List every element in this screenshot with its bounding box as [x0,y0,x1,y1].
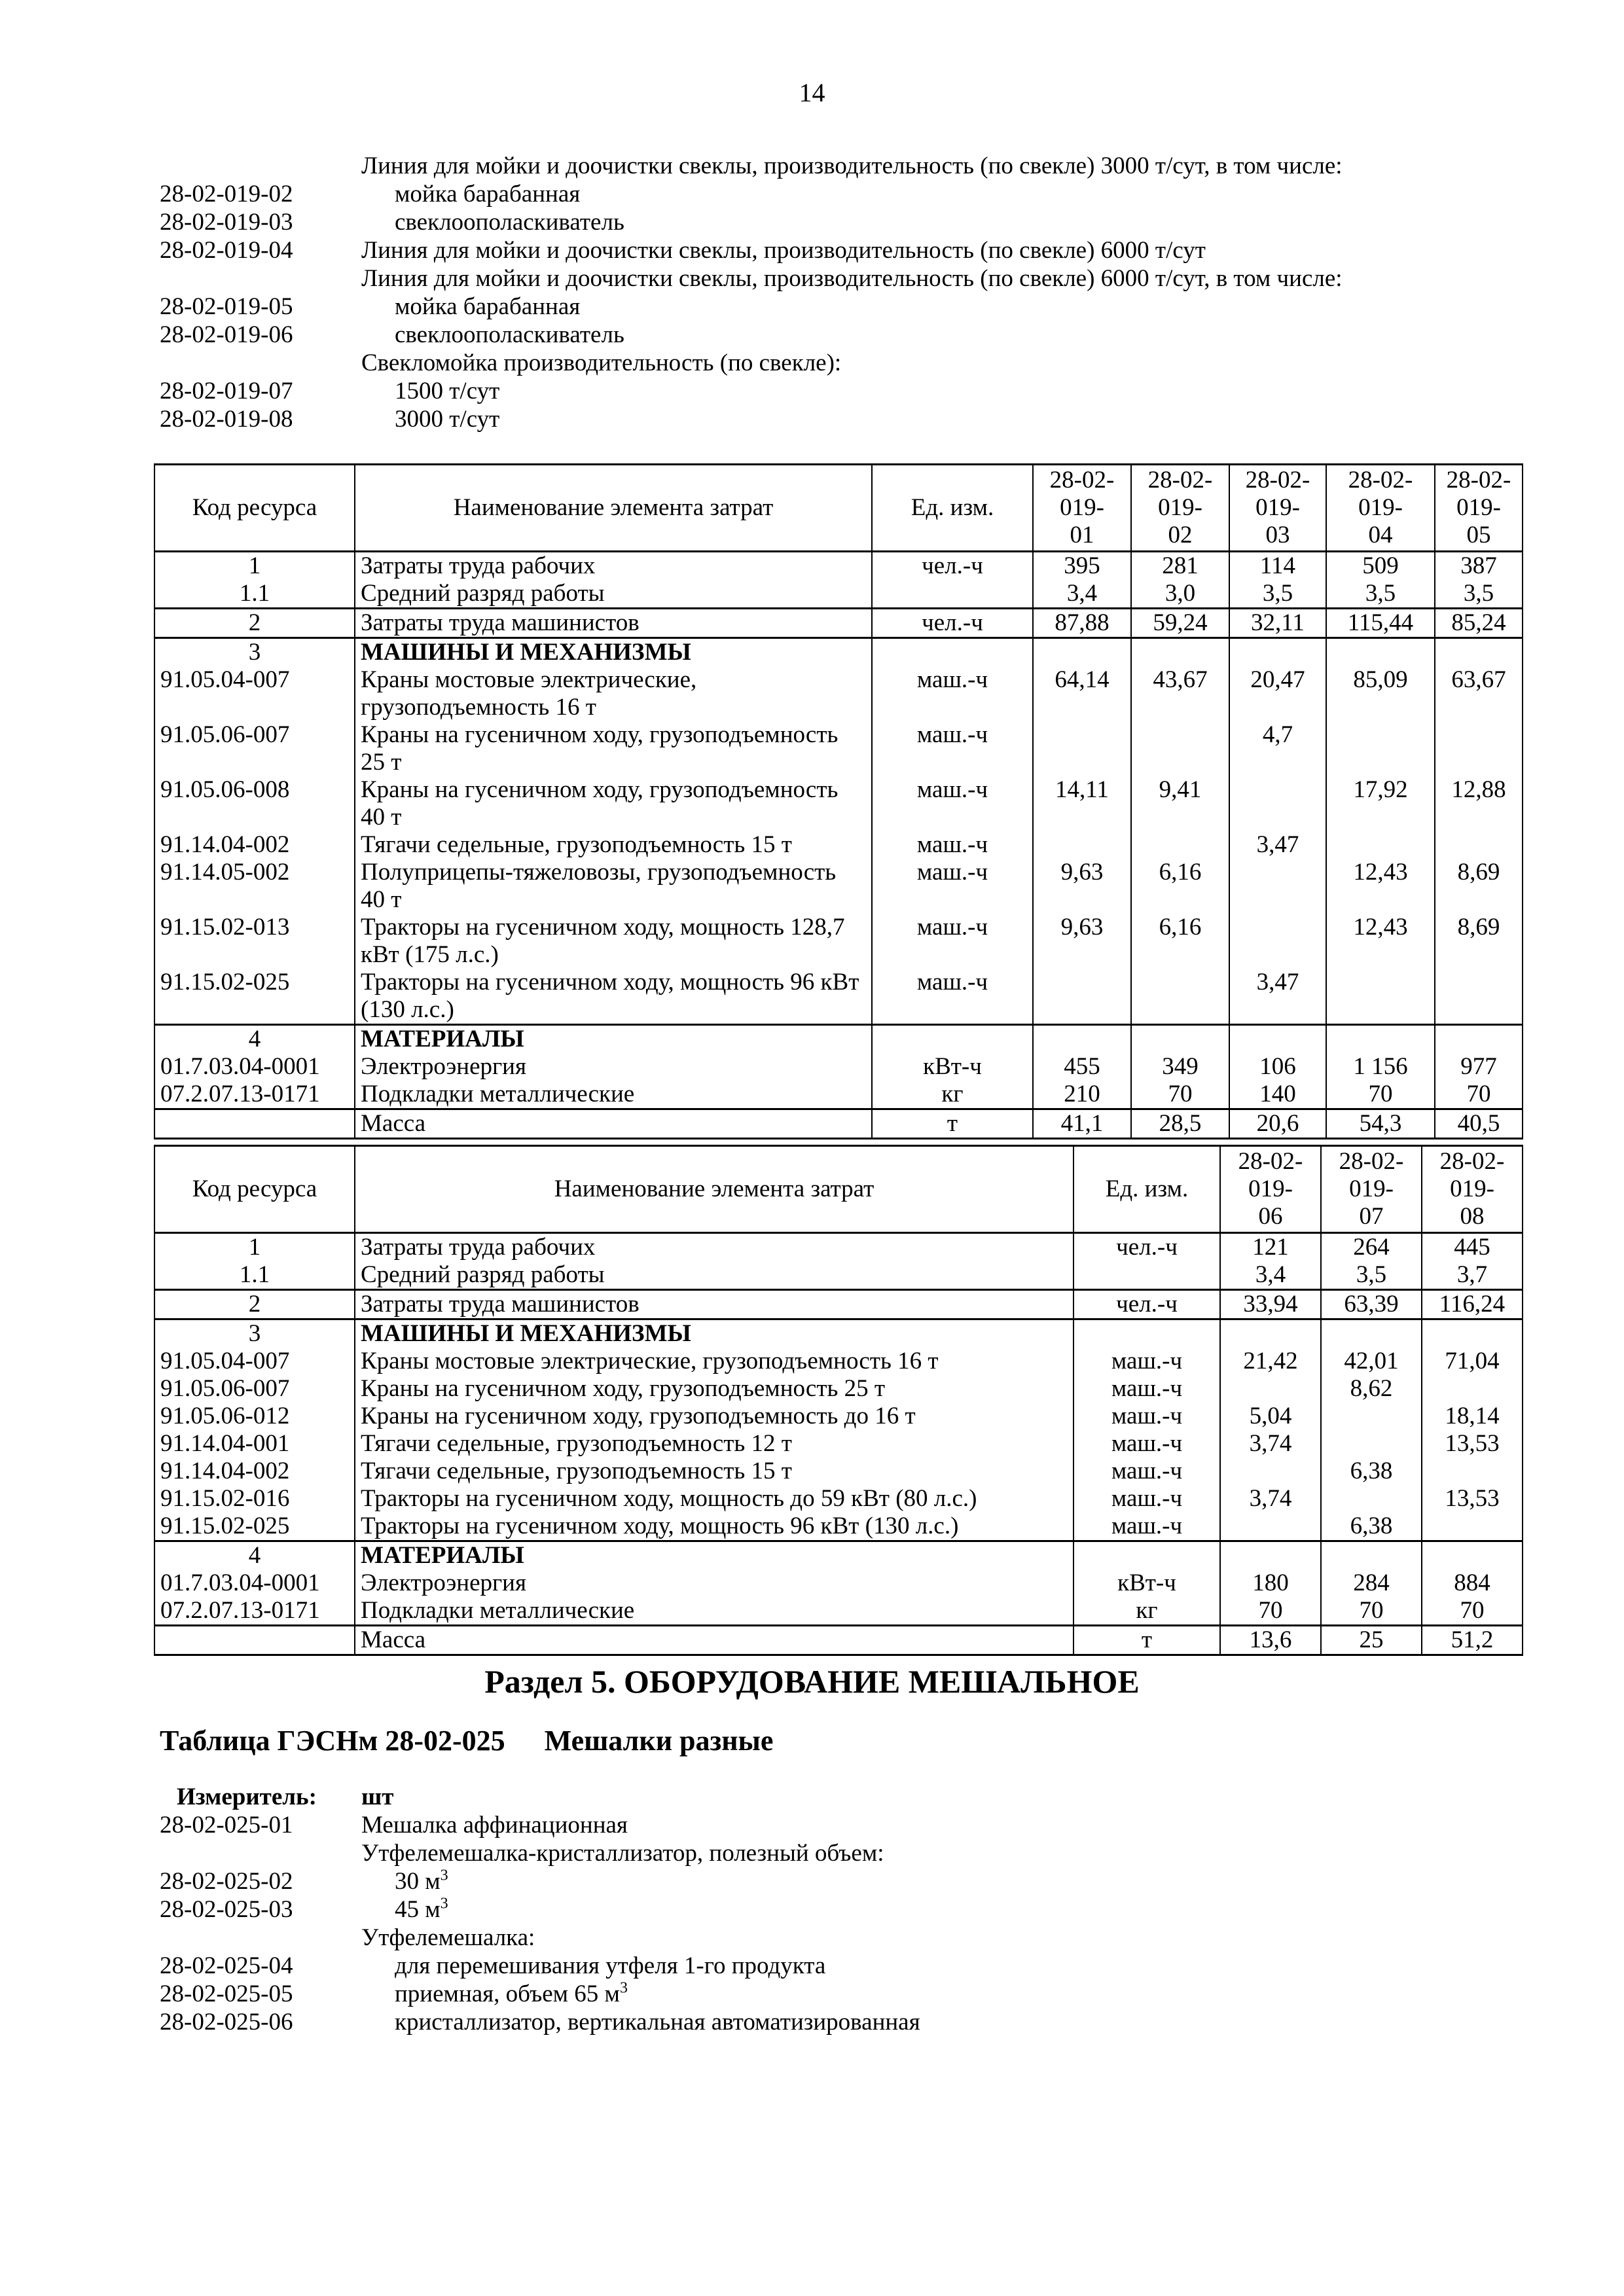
cell-code: 91.05.06-007 [154,1375,355,1403]
cell-value: 87,88 [1033,609,1131,638]
cell-value: 3,47 [1229,969,1326,1025]
cell-code: 91.14.04-002 [154,1458,355,1485]
cell-value: 114 [1229,552,1326,581]
table-row [154,1403,1523,1430]
cell-value [1321,1430,1422,1458]
cell-value: 41,1 [1033,1109,1131,1139]
cell-value: 140 [1229,1081,1326,1109]
cell-code: 1.1 [154,1261,355,1290]
cell-unit: чел.-ч [872,609,1033,638]
cell-unit: маш.-ч [1074,1513,1220,1541]
cell-unit: чел.-ч [1074,1290,1220,1319]
cell-unit: маш.-ч [872,914,1033,969]
cell-name: Тягачи седельные, грузоподъемность 15 т [355,831,872,859]
list-text: Свекломойка производительность (по свекле): [361,350,842,376]
list-text: для перемешивания утфеля 1-го продукта [395,1952,826,1979]
cell-name: Тракторы на гусеничном ходу, мощность 96 кВт (130 л.с.) [355,1513,1074,1541]
table-row [154,638,1523,667]
table-row [154,609,1523,638]
cell-value: 180 [1220,1570,1321,1597]
cell-name: Масса [355,1626,1074,1655]
list-text: кристаллизатор, вертикальная автоматизированная [395,2009,920,2036]
cell-value: 6,38 [1321,1513,1422,1541]
cell-name: Электроэнергия [355,1570,1074,1597]
header-name: Наименование элемента затрат [355,465,872,552]
cell-unit [1074,1261,1220,1290]
cell-value: 21,42 [1220,1348,1321,1375]
cell-value [1131,969,1229,1025]
superscript: 3 [440,1867,448,1884]
cell-name: Тракторы на гусеничном ходу, мощность 96 кВт (130 л.с.) [355,969,872,1025]
cell-value [1220,1319,1321,1348]
table-row [154,1290,1523,1319]
cell-code: 01.7.03.04-0001 [154,1053,355,1081]
cell-name: Тягачи седельные, грузоподъемность 12 т [355,1430,1074,1458]
cell-value [1422,1375,1523,1403]
cell-name: Тракторы на гусеничном ходу, мощность 128,7 кВт (175 л.с.) [355,914,872,969]
cell-value: 6,16 [1131,914,1229,969]
table-row [154,552,1523,581]
cell-value: 387 [1435,552,1523,581]
cell-value: 40,5 [1435,1109,1523,1139]
cell-value: 445 [1422,1233,1523,1262]
cost-table-1 [154,463,1523,1139]
table-row [154,1485,1523,1513]
cell-unit [872,580,1033,609]
cell-value: 349 [1131,1053,1229,1081]
cell-value: 12,88 [1435,776,1523,831]
cell-value: 51,2 [1422,1626,1523,1655]
list-code: 28-02-025-06 [160,2009,293,2036]
superscript: 3 [619,1979,628,1997]
list-text: Утфелемешалка-кристаллизатор, полезный объем: [361,1840,884,1867]
cell-value [1229,776,1326,831]
header-name: Наименование элемента затрат [355,1146,1074,1233]
cell-value: 284 [1321,1570,1422,1597]
list-text: 1500 т/сут [395,378,500,404]
cell-value: 70 [1422,1597,1523,1626]
cell-value [1131,721,1229,776]
cell-value: 121 [1220,1233,1321,1262]
table-row [154,1233,1523,1262]
header-column: 28-02-019- 03 [1229,465,1326,552]
cell-code: 91.15.02-025 [154,969,355,1025]
cell-value: 3,0 [1131,580,1229,609]
cell-code: 91.15.02-025 [154,1513,355,1541]
cell-unit: маш.-ч [872,666,1033,721]
cell-value: 3,47 [1229,831,1326,859]
cell-name: Краны мостовые электрические, грузоподъемность 16 т [355,666,872,721]
cell-unit: т [1074,1626,1220,1655]
cell-value [1033,638,1131,667]
cell-value: 8,69 [1435,859,1523,914]
cell-name: МАШИНЫ И МЕХАНИЗМЫ [355,1319,1074,1348]
cell-value: 6,16 [1131,859,1229,914]
header-unit: Ед. изм. [872,465,1033,552]
cell-value: 33,94 [1220,1290,1321,1319]
cell-value [1422,1513,1523,1541]
cell-value: 18,14 [1422,1403,1523,1430]
cell-name: Средний разряд работы [355,1261,1074,1290]
cell-name: Подкладки металлические [355,1081,872,1109]
cell-value [1321,1485,1422,1513]
list-code: 28-02-019-04 [160,237,293,264]
cell-code: 07.2.07.13-0171 [154,1081,355,1109]
cell-unit: чел.-ч [872,552,1033,581]
cell-value: 14,11 [1033,776,1131,831]
cell-code: 2 [154,1290,355,1319]
cell-value: 70 [1435,1081,1523,1109]
cell-name: Краны на гусеничном ходу, грузоподъемность 25 т [355,1375,1074,1403]
cell-value: 64,14 [1033,666,1131,721]
cell-value: 509 [1326,552,1435,581]
header-unit: Ед. изм. [1074,1146,1220,1233]
list-text: свеклоополаскиватель [395,209,624,236]
cell-code: 3 [154,1319,355,1348]
cell-value: 884 [1422,1570,1523,1597]
cell-unit: кг [1074,1597,1220,1626]
table-row [154,580,1523,609]
cell-value [1321,1319,1422,1348]
cost-table-2 [154,1145,1523,1656]
table-row [154,969,1523,1025]
table-row [154,1597,1523,1626]
cell-value: 106 [1229,1053,1326,1081]
cell-unit: чел.-ч [1074,1233,1220,1262]
cell-value: 12,43 [1326,859,1435,914]
cell-code: 1.1 [154,580,355,609]
cell-value: 42,01 [1321,1348,1422,1375]
cell-value [1033,969,1131,1025]
cell-value [1422,1319,1523,1348]
table-row [154,1570,1523,1597]
table-row [154,1319,1523,1348]
list-code: 28-02-019-03 [160,209,293,236]
cell-value [1326,1025,1435,1054]
cell-value: 3,5 [1229,580,1326,609]
cell-value: 70 [1220,1597,1321,1626]
table-row [154,1348,1523,1375]
cell-value: 70 [1131,1081,1229,1109]
cell-value: 3,4 [1220,1261,1321,1290]
cell-name: Краны на гусеничном ходу, грузоподъемность 40 т [355,776,872,831]
cell-value: 115,44 [1326,609,1435,638]
cell-name: МАТЕРИАЛЫ [355,1025,872,1054]
cell-value: 3,74 [1220,1485,1321,1513]
cell-value: 28,5 [1131,1109,1229,1139]
list-code: 28-02-019-08 [160,406,293,433]
header-column: 28-02-019- 01 [1033,465,1131,552]
header-code: Код ресурса [154,465,355,552]
list-text: мойка барабанная [395,293,581,320]
cell-unit: маш.-ч [872,831,1033,859]
cell-value: 264 [1321,1233,1422,1262]
cell-code: 4 [154,1541,355,1570]
table-header-row [154,465,1523,552]
cell-value: 8,62 [1321,1375,1422,1403]
measure-value: шт [361,1784,394,1810]
cell-code: 91.15.02-013 [154,914,355,969]
cell-code: 1 [154,1233,355,1262]
cell-unit: кВт-ч [1074,1570,1220,1597]
cell-value [1033,1025,1131,1054]
table-row [154,1109,1523,1139]
cell-value: 70 [1326,1081,1435,1109]
cell-code: 91.05.06-012 [154,1403,355,1430]
cell-value: 43,67 [1131,666,1229,721]
list-code: 28-02-025-05 [160,1981,293,2007]
table-title-name: Мешалки разные [544,1725,774,1757]
table-row [154,1541,1523,1570]
cell-unit [1074,1541,1220,1570]
cell-value: 3,5 [1321,1261,1422,1290]
list-code: 28-02-025-01 [160,1812,293,1839]
table-row [154,1375,1523,1403]
cell-value: 20,6 [1229,1109,1326,1139]
cell-value: 71,04 [1422,1348,1523,1375]
cell-value: 3,5 [1435,580,1523,609]
cell-value [1229,1025,1326,1054]
cell-value [1422,1458,1523,1485]
cell-code [154,1109,355,1139]
cell-unit: маш.-ч [872,776,1033,831]
list-text: 45 $м^3$ [395,1895,448,1923]
superscript: 3 [440,1895,448,1912]
cell-value [1033,831,1131,859]
cell-code: 1 [154,552,355,581]
cell-value: 25 [1321,1626,1422,1655]
cell-unit: маш.-ч [872,969,1033,1025]
cell-code: 91.14.04-001 [154,1430,355,1458]
cell-value [1229,914,1326,969]
table-row [154,721,1523,776]
cell-unit: маш.-ч [1074,1458,1220,1485]
cell-value: 63,67 [1435,666,1523,721]
table-row [154,1513,1523,1541]
cell-unit: маш.-ч [872,721,1033,776]
table-row [154,831,1523,859]
cell-code: 91.05.06-008 [154,776,355,831]
cell-unit: маш.-ч [1074,1485,1220,1513]
cell-code: 4 [154,1025,355,1054]
cell-value: 32,11 [1229,609,1326,638]
cell-value: 8,69 [1435,914,1523,969]
cell-value: 9,41 [1131,776,1229,831]
cell-name: МАШИНЫ И МЕХАНИЗМЫ [355,638,872,667]
list-code: 28-02-025-02 [160,1868,293,1895]
list-text: Линия для мойки и доочистки свеклы, производительность (по свекле) 6000 т/сут, в том числе: [361,265,1343,292]
cell-code: 91.14.05-002 [154,859,355,914]
cell-value [1033,721,1131,776]
cell-code: 3 [154,638,355,667]
list-text: Утфелемешалка: [361,1924,535,1951]
header-code: Код ресурса [154,1146,355,1233]
cell-value: 395 [1033,552,1131,581]
table-row [154,666,1523,721]
cell-name: Масса [355,1109,872,1139]
cell-name: Средний разряд работы [355,580,872,609]
cell-value: 5,04 [1220,1403,1321,1430]
cell-value: 85,09 [1326,666,1435,721]
cell-name: Краны на гусеничном ходу, грузоподъемность до 16 т [355,1403,1074,1430]
cell-value [1321,1541,1422,1570]
header-column: 28-02-019- 06 [1220,1146,1321,1233]
cell-value [1220,1513,1321,1541]
cell-value [1435,721,1523,776]
cell-value [1220,1541,1321,1570]
cell-value [1326,969,1435,1025]
section-title: Раздел 5. ОБОРУДОВАНИЕ МЕШАЛЬНОЕ [484,1663,1140,1700]
cell-unit: маш.-ч [1074,1403,1220,1430]
list-text: Мешалка аффинационная [361,1812,628,1839]
cell-name: Затраты труда рабочих [355,552,872,581]
cell-value [1326,721,1435,776]
measure-label: Измеритель: [177,1784,317,1810]
list-text: Линия для мойки и доочистки свеклы, производительность (по свекле) 6000 т/сут [361,237,1206,264]
cell-value: 3,7 [1422,1261,1523,1290]
cell-name: Затраты труда машинистов [355,609,872,638]
list-text: 30 $м^3$ [395,1867,448,1895]
cell-unit: маш.-ч [872,859,1033,914]
cell-name: Тягачи седельные, грузоподъемность 15 т [355,1458,1074,1485]
cell-value: 3,74 [1220,1430,1321,1458]
cell-unit: маш.-ч [1074,1430,1220,1458]
cell-value [1131,1025,1229,1054]
header-column: 28-02-019- 07 [1321,1146,1422,1233]
cell-unit [872,1025,1033,1054]
cell-value: 17,92 [1326,776,1435,831]
cell-name: Тракторы на гусеничном ходу, мощность до 59 кВт (80 л.с.) [355,1485,1074,1513]
cell-name: Подкладки металлические [355,1597,1074,1626]
cell-value: 977 [1435,1053,1523,1081]
table-title-label: Таблица ГЭСНм 28-02-025 [160,1725,505,1757]
page-number: 14 [799,78,825,107]
cell-value [1220,1458,1321,1485]
cell-unit: маш.-ч [1074,1348,1220,1375]
cell-value [1435,1025,1523,1054]
cell-code: 91.05.04-007 [154,666,355,721]
cell-name: Затраты труда рабочих [355,1233,1074,1262]
cell-name: Затраты труда машинистов [355,1290,1074,1319]
table-title [160,1724,773,1757]
cell-code: 2 [154,609,355,638]
cell-value: 3,4 [1033,580,1131,609]
cell-value: 281 [1131,552,1229,581]
list-text: 3000 т/сут [395,406,500,433]
cell-value: 85,24 [1435,609,1523,638]
cell-value [1131,638,1229,667]
cell-name: Электроэнергия [355,1053,872,1081]
list-code: 28-02-019-02 [160,181,293,207]
header-column: 28-02-019- 04 [1326,465,1435,552]
cell-value [1435,638,1523,667]
table-row [154,914,1523,969]
cell-value [1131,831,1229,859]
list-code: 28-02-019-05 [160,293,293,320]
cell-code: 07.2.07.13-0171 [154,1597,355,1626]
list-code: 28-02-025-04 [160,1952,293,1979]
cell-unit: кг [872,1081,1033,1109]
cell-unit [1074,1319,1220,1348]
cell-value: 13,53 [1422,1485,1523,1513]
cell-value [1229,638,1326,667]
cell-value [1220,1375,1321,1403]
cell-value: 9,63 [1033,914,1131,969]
cell-value: 4,7 [1229,721,1326,776]
cell-value [1321,1403,1422,1430]
table-row [154,859,1523,914]
cell-value [1435,831,1523,859]
cell-value: 20,47 [1229,666,1326,721]
list-code: 28-02-019-06 [160,321,293,348]
cell-code: 91.05.04-007 [154,1348,355,1375]
cell-code: 91.15.02-016 [154,1485,355,1513]
cell-name: Полуприцепы-тяжеловозы, грузоподъемность 40 т [355,859,872,914]
cell-value: 12,43 [1326,914,1435,969]
list-code: 28-02-025-03 [160,1896,293,1923]
cell-unit: т [872,1109,1033,1139]
table-row [154,1025,1523,1054]
cell-unit: маш.-ч [1074,1375,1220,1403]
header-column: 28-02-019- 02 [1131,465,1229,552]
cell-value: 70 [1321,1597,1422,1626]
list-text: свеклоополаскиватель [395,321,624,348]
cell-value: 6,38 [1321,1458,1422,1485]
table-row [154,1261,1523,1290]
cell-value [1326,638,1435,667]
cell-value: 9,63 [1033,859,1131,914]
list-text: приемная, объем 65 $м^3$ [395,1979,628,2007]
cell-name: Краны на гусеничном ходу, грузоподъемность 25 т [355,721,872,776]
list-code: 28-02-019-07 [160,378,293,404]
cell-value: 3,5 [1326,580,1435,609]
cell-value [1229,859,1326,914]
cell-value [1422,1541,1523,1570]
table-row [154,1081,1523,1109]
cell-code: 01.7.03.04-0001 [154,1570,355,1597]
cell-name: МАТЕРИАЛЫ [355,1541,1074,1570]
cell-value: 1 156 [1326,1053,1435,1081]
cell-value: 13,53 [1422,1430,1523,1458]
table-row [154,776,1523,831]
cell-name: Краны мостовые электрические, грузоподъемность 16 т [355,1348,1074,1375]
table-row [154,1053,1523,1081]
cell-value: 13,6 [1220,1626,1321,1655]
cell-value [1326,831,1435,859]
list-text: Линия для мойки и доочистки свеклы, производительность (по свекле) 3000 т/сут, в том числе: [361,152,1343,179]
cell-value: 54,3 [1326,1109,1435,1139]
table-row [154,1626,1523,1655]
cell-unit: кВт-ч [872,1053,1033,1081]
table-row [154,1430,1523,1458]
cell-value: 210 [1033,1081,1131,1109]
cell-value: 455 [1033,1053,1131,1081]
cell-unit [872,638,1033,667]
cell-value: 116,24 [1422,1290,1523,1319]
list-text: мойка барабанная [395,181,581,207]
cell-value [1435,969,1523,1025]
cell-value: 59,24 [1131,609,1229,638]
cell-code [154,1626,355,1655]
cell-code: 91.05.06-007 [154,721,355,776]
table-header-row [154,1146,1523,1233]
header-column: 28-02-019- 05 [1435,465,1523,552]
header-column: 28-02-019- 08 [1422,1146,1523,1233]
cell-value: 63,39 [1321,1290,1422,1319]
table-row [154,1458,1523,1485]
cell-code: 91.14.04-002 [154,831,355,859]
